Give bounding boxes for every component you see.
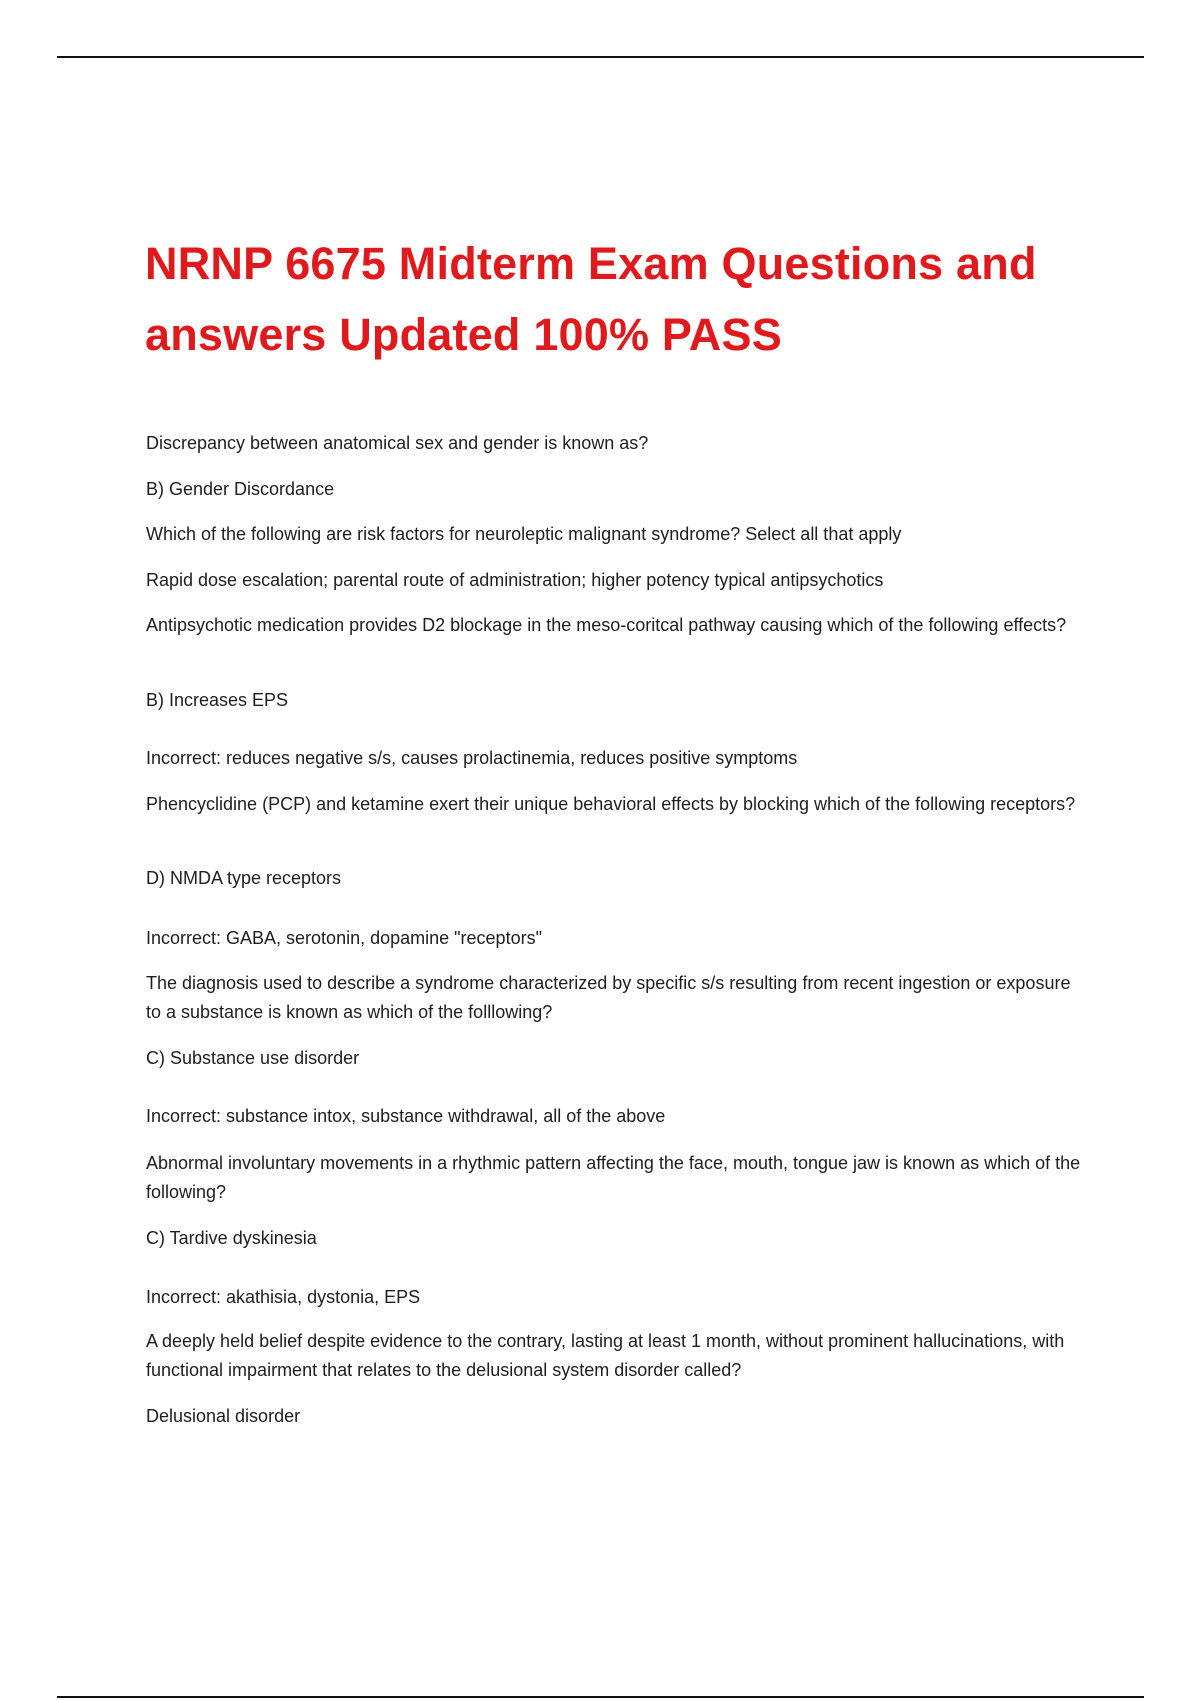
question-4: Phencyclidine (PCP) and ketamine exert their unique behavioral effects by blocking which of the following receptors? — [146, 794, 1076, 814]
question-7: A deeply held belief despite evidence to the contrary, lasting at least 1 month, without prominent hallucinations, with functional impairment that relates to the delusional system disorder called? — [146, 1331, 1065, 1380]
question-3: Antipsychotic medication provides D2 blockage in the meso-coritcal pathway causing which of the following effects? — [146, 615, 1067, 635]
answer-4: D) NMDA type receptors — [146, 868, 342, 888]
top-rule — [57, 56, 1144, 58]
incorrect-3: Incorrect: reduces negative s/s, causes prolactinemia, reduces positive symptoms — [146, 748, 798, 768]
bottom-rule — [57, 1696, 1144, 1698]
incorrect-5: Incorrect: substance intox, substance withdrawal, all of the above — [146, 1106, 666, 1126]
answer-1: B) Gender Discordance — [146, 479, 335, 499]
incorrect-4: Incorrect: GABA, serotonin, dopamine "receptors" — [146, 928, 542, 948]
document-title: NRNP 6675 Midterm Exam Questions and answers Updated 100% PASS — [145, 238, 1037, 360]
question-5: The diagnosis used to describe a syndrome characterized by specific s/s resulting from recent ingestion or exposure to a substance is known as which of the folllowing? — [146, 973, 1071, 1022]
answer-3: B) Increases EPS — [146, 690, 289, 710]
answer-2: Rapid dose escalation; parental route of administration; higher potency typical antipsychotics — [146, 570, 884, 590]
answer-7: Delusional disorder — [146, 1406, 301, 1426]
incorrect-6: Incorrect: akathisia, dystonia, EPS — [146, 1287, 421, 1307]
question-2: Which of the following are risk factors for neuroleptic malignant syndrome? Select all that apply — [146, 524, 902, 544]
answer-6: C) Tardive dyskinesia — [146, 1228, 317, 1248]
answer-5: C) Substance use disorder — [146, 1048, 360, 1068]
question-1: Discrepancy between anatomical sex and gender is known as? — [146, 433, 649, 453]
question-6: Abnormal involuntary movements in a rhythmic pattern affecting the face, mouth, tongue jaw is known as which of the following? — [146, 1153, 1081, 1202]
